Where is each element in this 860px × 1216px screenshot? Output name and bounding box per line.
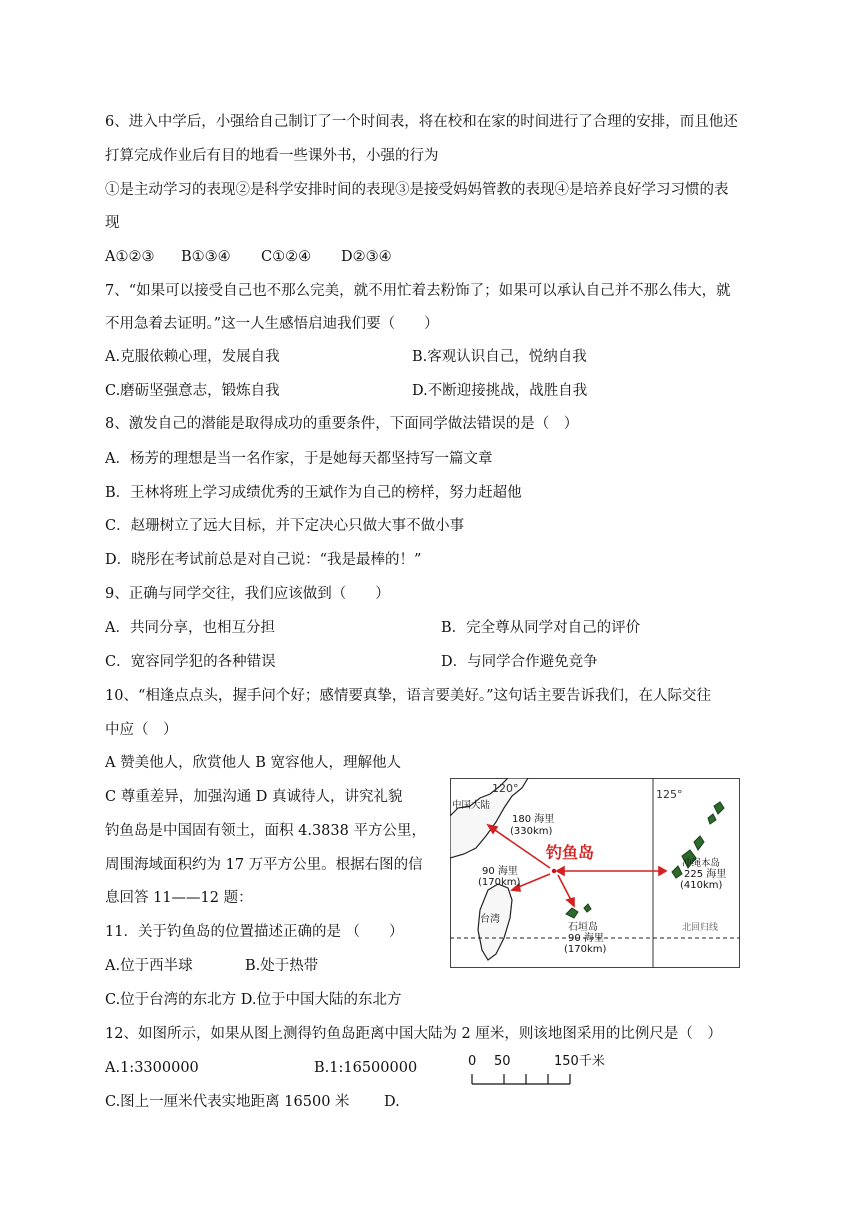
- q9-option-d: D．与同学合作避免竞争: [441, 654, 598, 670]
- q8-option-d: D．晓彤在考试前总是对自己说：“我是最棒的！”: [105, 552, 422, 568]
- q11-option-a: A.位于西半球: [105, 958, 193, 974]
- q6-options: [105, 247, 392, 267]
- distance-taiwan-nm: 90 海里: [482, 866, 518, 877]
- q11-stem: 11．关于钓鱼岛的位置描述正确的是 （ ）: [105, 924, 404, 940]
- q7-option-c: C.磨砺坚强意志，锻炼自我: [105, 383, 280, 399]
- q9-option-c: C．宽容同学犯的各种错误: [105, 654, 276, 670]
- scale-tick-50-label: 50: [494, 1054, 511, 1069]
- q7-option-a: A.克服依赖心理，发展自我: [105, 349, 280, 365]
- q10-stem-line2: 中应（ ）: [105, 722, 178, 738]
- q8-option-b: B．王林将班上学习成绩优秀的王斌作为自己的榜样，努力赶超他: [105, 485, 522, 501]
- q10-options-line1: A 赞美他人，欣赏他人 B 宽容他人，理解他人: [105, 755, 401, 771]
- q12-option-b: B.1:16500000: [314, 1060, 418, 1076]
- lon-120-label: 120°: [492, 782, 519, 795]
- q12-option-c: C.图上一厘米代表实地距离 16500 米: [105, 1094, 350, 1110]
- intro-line2: 周围海域面积约为 17 万平方公里。根据右图的信: [105, 857, 423, 873]
- tropic-label: 北回归线: [682, 923, 719, 933]
- q7-option-d: D.不断迎接挑战，战胜自我: [412, 383, 588, 399]
- q6-statements-line1: ①是主动学习的表现②是科学安排时间的表现③是接受妈妈管教的表现④是培养良好学习习惯的表: [105, 182, 729, 198]
- intro-line1: 钓鱼岛是中国固有领土，面积 4.3838 平方公里，: [105, 823, 426, 839]
- lon-125-label: 125°: [656, 788, 683, 801]
- q7-stem-line1: 7、“如果可以接受自己也不那么完美，就不用忙着去粉饰了；如果可以承认自己并不那么伟大，就: [105, 283, 731, 299]
- diaoyu-island-label: 钓鱼岛: [546, 843, 595, 862]
- q12-option-a: A.1:3300000: [105, 1060, 199, 1076]
- scale-bar: [460, 1048, 620, 1094]
- taiwan-label: 台湾: [480, 914, 500, 925]
- distance-mainland-km: (330km): [510, 826, 553, 837]
- distance-okinawa-km: (410km): [680, 880, 723, 891]
- q10-stem-line1: 10、“相逢点点头，握手问个好；感情要真挚，语言要美好。”这句话主要告诉我们，在人际交往: [105, 688, 712, 704]
- q8-stem: 8、激发自己的潜能是取得成功的重要条件，下面同学做法错误的是（ ）: [105, 416, 579, 432]
- q7-stem-line2: 不用急着去证明。”这一人生感悟启迪我们要（ ）: [105, 316, 439, 332]
- q6-stem-line1: 6、进入中学后，小强给自己制订了一个时间表，将在校和在家的时间进行了合理的安排，而且他还: [105, 114, 738, 130]
- q6-statements-line2: 现: [105, 215, 120, 231]
- distance-ishigaki-nm: 90 海里: [568, 933, 604, 944]
- q6-option-a: A①②③: [105, 249, 155, 265]
- distance-mainland-nm: 180 海里: [512, 814, 555, 825]
- intro-line3: 息回答 11——12 题：: [105, 890, 253, 906]
- q11-option-b: B.处于热带: [245, 958, 319, 974]
- q8-option-a: A．杨芳的理想是当一名作家，于是她每天都坚持写一篇文章: [105, 451, 493, 467]
- q10-options-line2: C 尊重差异，加强沟通 D 真诚待人，讲究礼貌: [105, 789, 403, 805]
- q7-option-b: B.客观认识自己，悦纳自我: [412, 349, 587, 365]
- distance-taiwan-km: (170km): [478, 877, 521, 888]
- mainland-label: 中国大陆: [452, 800, 491, 811]
- q6-option-c: C①②④: [261, 249, 312, 265]
- q12-stem: 12、如图所示，如果从图上测得钓鱼岛距离中国大陆为 2 厘米，则该地图采用的比例尺是（ ）: [105, 1026, 722, 1042]
- diaoyu-island-map: [450, 778, 740, 968]
- q9-stem: 9、正确与同学交往，我们应该做到（ ）: [105, 586, 390, 602]
- q6-option-b: B①③④: [181, 249, 231, 265]
- ishigaki-label: 石垣岛: [568, 922, 598, 933]
- q8-option-c: C．赵珊树立了远大目标，并下定决心只做大事不做小事: [105, 518, 465, 534]
- q6-option-d: D②③④: [341, 249, 392, 265]
- scale-tick-0-label: 0: [468, 1054, 477, 1069]
- q9-option-b: B．完全尊从同学对自己的评价: [441, 620, 641, 636]
- q9-option-a: A．共同分享，也相互分担: [105, 620, 275, 636]
- okinawa-label: 冲绳本岛: [682, 858, 721, 869]
- distance-okinawa-nm: 225 海里: [684, 869, 727, 880]
- q12-option-d: D.: [384, 1094, 400, 1110]
- q6-stem-line2: 打算完成作业后有目的地看一些课外书，小强的行为: [105, 148, 439, 164]
- distance-ishigaki-km: (170km): [564, 944, 607, 955]
- q11-options-cd: C.位于台湾的东北方 D.位于中国大陆的东北方: [105, 992, 402, 1008]
- scale-tick-150-label: 150千米: [554, 1054, 605, 1069]
